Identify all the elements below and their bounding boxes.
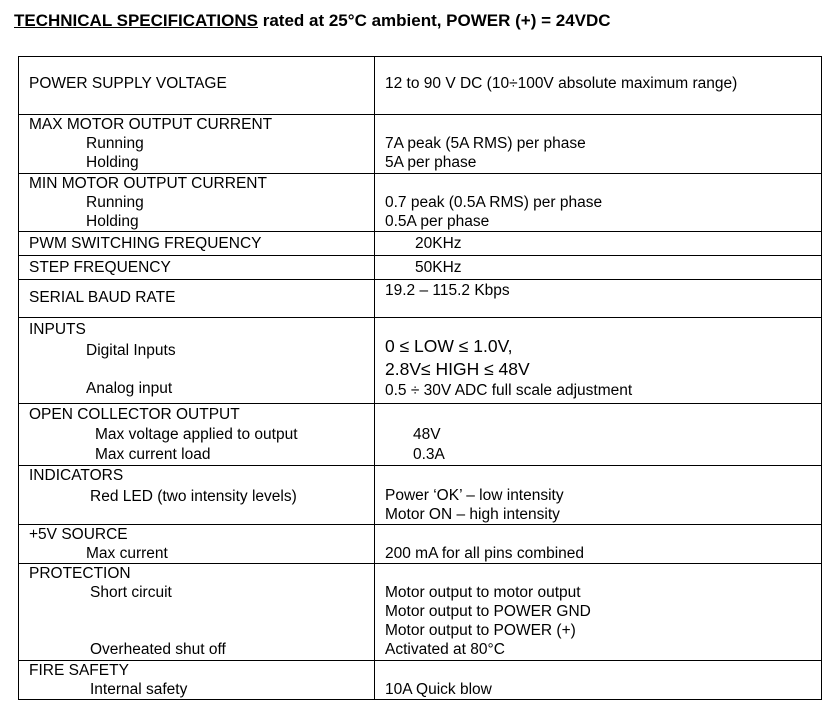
label-cell [19,256,375,280]
value-max-current-load: 0.3A [413,446,445,463]
value-cell [375,57,822,115]
label-cell [19,280,375,318]
value-motor-to-power: Motor output to POWER (+) [385,622,576,639]
value-motor-on: Motor ON – high intensity [385,506,560,523]
value-cell [375,232,822,256]
value-motor-to-motor: Motor output to motor output [385,584,581,601]
document-title [14,11,611,31]
label-fire-safety: FIRE SAFETY [29,662,129,679]
sub-analog-input: Analog input [86,380,173,397]
title-underlined: TECHNICAL SPECIFICATIONS [14,11,258,30]
label-cell [19,318,375,404]
row-open-collector [19,404,822,466]
label-inputs: INPUTS [29,321,86,338]
label-cell [19,174,375,232]
value-power-supply: 12 to 90 V DC (10÷100V absolute maximum range) [385,75,738,92]
row-protection [19,564,822,661]
value-cell [375,280,822,318]
sub-max-current-load: Max current load [95,446,211,463]
row-power-supply [19,57,822,115]
value-running: 0.7 peak (0.5A RMS) per phase [385,194,603,211]
row-5v-source [19,525,822,564]
sub-running: Running [86,194,144,211]
label-cell [19,564,375,661]
value-analog: 0.5 ÷ 30V ADC full scale adjustment [385,382,633,399]
label-max-current: MAX MOTOR OUTPUT CURRENT [29,116,273,133]
value-power-ok: Power ‘OK’ – low intensity [385,487,564,504]
row-fire-safety [19,661,822,700]
value-fuse: 10A Quick blow [385,681,492,698]
sub-max-voltage: Max voltage applied to output [95,426,298,443]
row-step [19,256,822,280]
label-cell [19,466,375,525]
value-cell [375,318,822,404]
label-cell [19,232,375,256]
value-digital-low: 0 ≤ LOW ≤ 1.0V, [385,336,513,356]
sub-holding: Holding [86,154,139,171]
title-rest: rated at 25°C ambient, POWER (+) = 24VDC [258,11,611,30]
label-5v-source: +5V SOURCE [29,526,128,543]
row-inputs [19,318,822,404]
label-cell [19,525,375,564]
label-protection: PROTECTION [29,565,131,582]
value-cell [375,564,822,661]
sub-red-led: Red LED (two intensity levels) [90,488,297,505]
row-min-current [19,174,822,232]
value-cell [375,661,822,700]
value-cell [375,115,822,174]
row-max-current [19,115,822,174]
label-baud: SERIAL BAUD RATE [29,289,176,306]
value-motor-to-gnd: Motor output to POWER GND [385,603,591,620]
sub-digital-inputs: Digital Inputs [86,342,176,359]
sub-overheated: Overheated shut off [90,641,226,658]
value-max-current: 200 mA for all pins combined [385,545,585,562]
value-digital-high: 2.8V≤ HIGH ≤ 48V [385,359,530,379]
value-cell [375,466,822,525]
row-pwm [19,232,822,256]
value-holding: 0.5A per phase [385,213,490,230]
sub-max-current: Max current [86,545,168,562]
value-overheat-temp: Activated at 80°C [385,641,505,658]
sub-holding: Holding [86,213,139,230]
label-cell [19,404,375,466]
label-step: STEP FREQUENCY [29,259,171,276]
label-cell [19,661,375,700]
sub-running: Running [86,135,144,152]
value-max-voltage: 48V [413,426,441,443]
value-running: 7A peak (5A RMS) per phase [385,135,586,152]
label-power-supply: POWER SUPPLY VOLTAGE [29,75,227,92]
spec-table [18,56,822,700]
value-cell [375,404,822,466]
label-pwm: PWM SWITCHING FREQUENCY [29,235,262,252]
value-cell [375,174,822,232]
label-cell [19,57,375,115]
value-cell [375,256,822,280]
value-holding: 5A per phase [385,154,477,171]
label-open-collector: OPEN COLLECTOR OUTPUT [29,406,240,423]
label-indicators: INDICATORS [29,467,124,484]
sub-short-circuit: Short circuit [90,584,172,601]
row-indicators [19,466,822,525]
label-cell [19,115,375,174]
value-step: 50KHz [415,259,462,276]
sub-internal-safety: Internal safety [90,681,188,698]
value-cell [375,525,822,564]
value-baud: 19.2 – 115.2 Kbps [385,282,510,299]
label-min-current: MIN MOTOR OUTPUT CURRENT [29,175,267,192]
value-pwm: 20KHz [415,235,462,252]
row-baud [19,280,822,318]
